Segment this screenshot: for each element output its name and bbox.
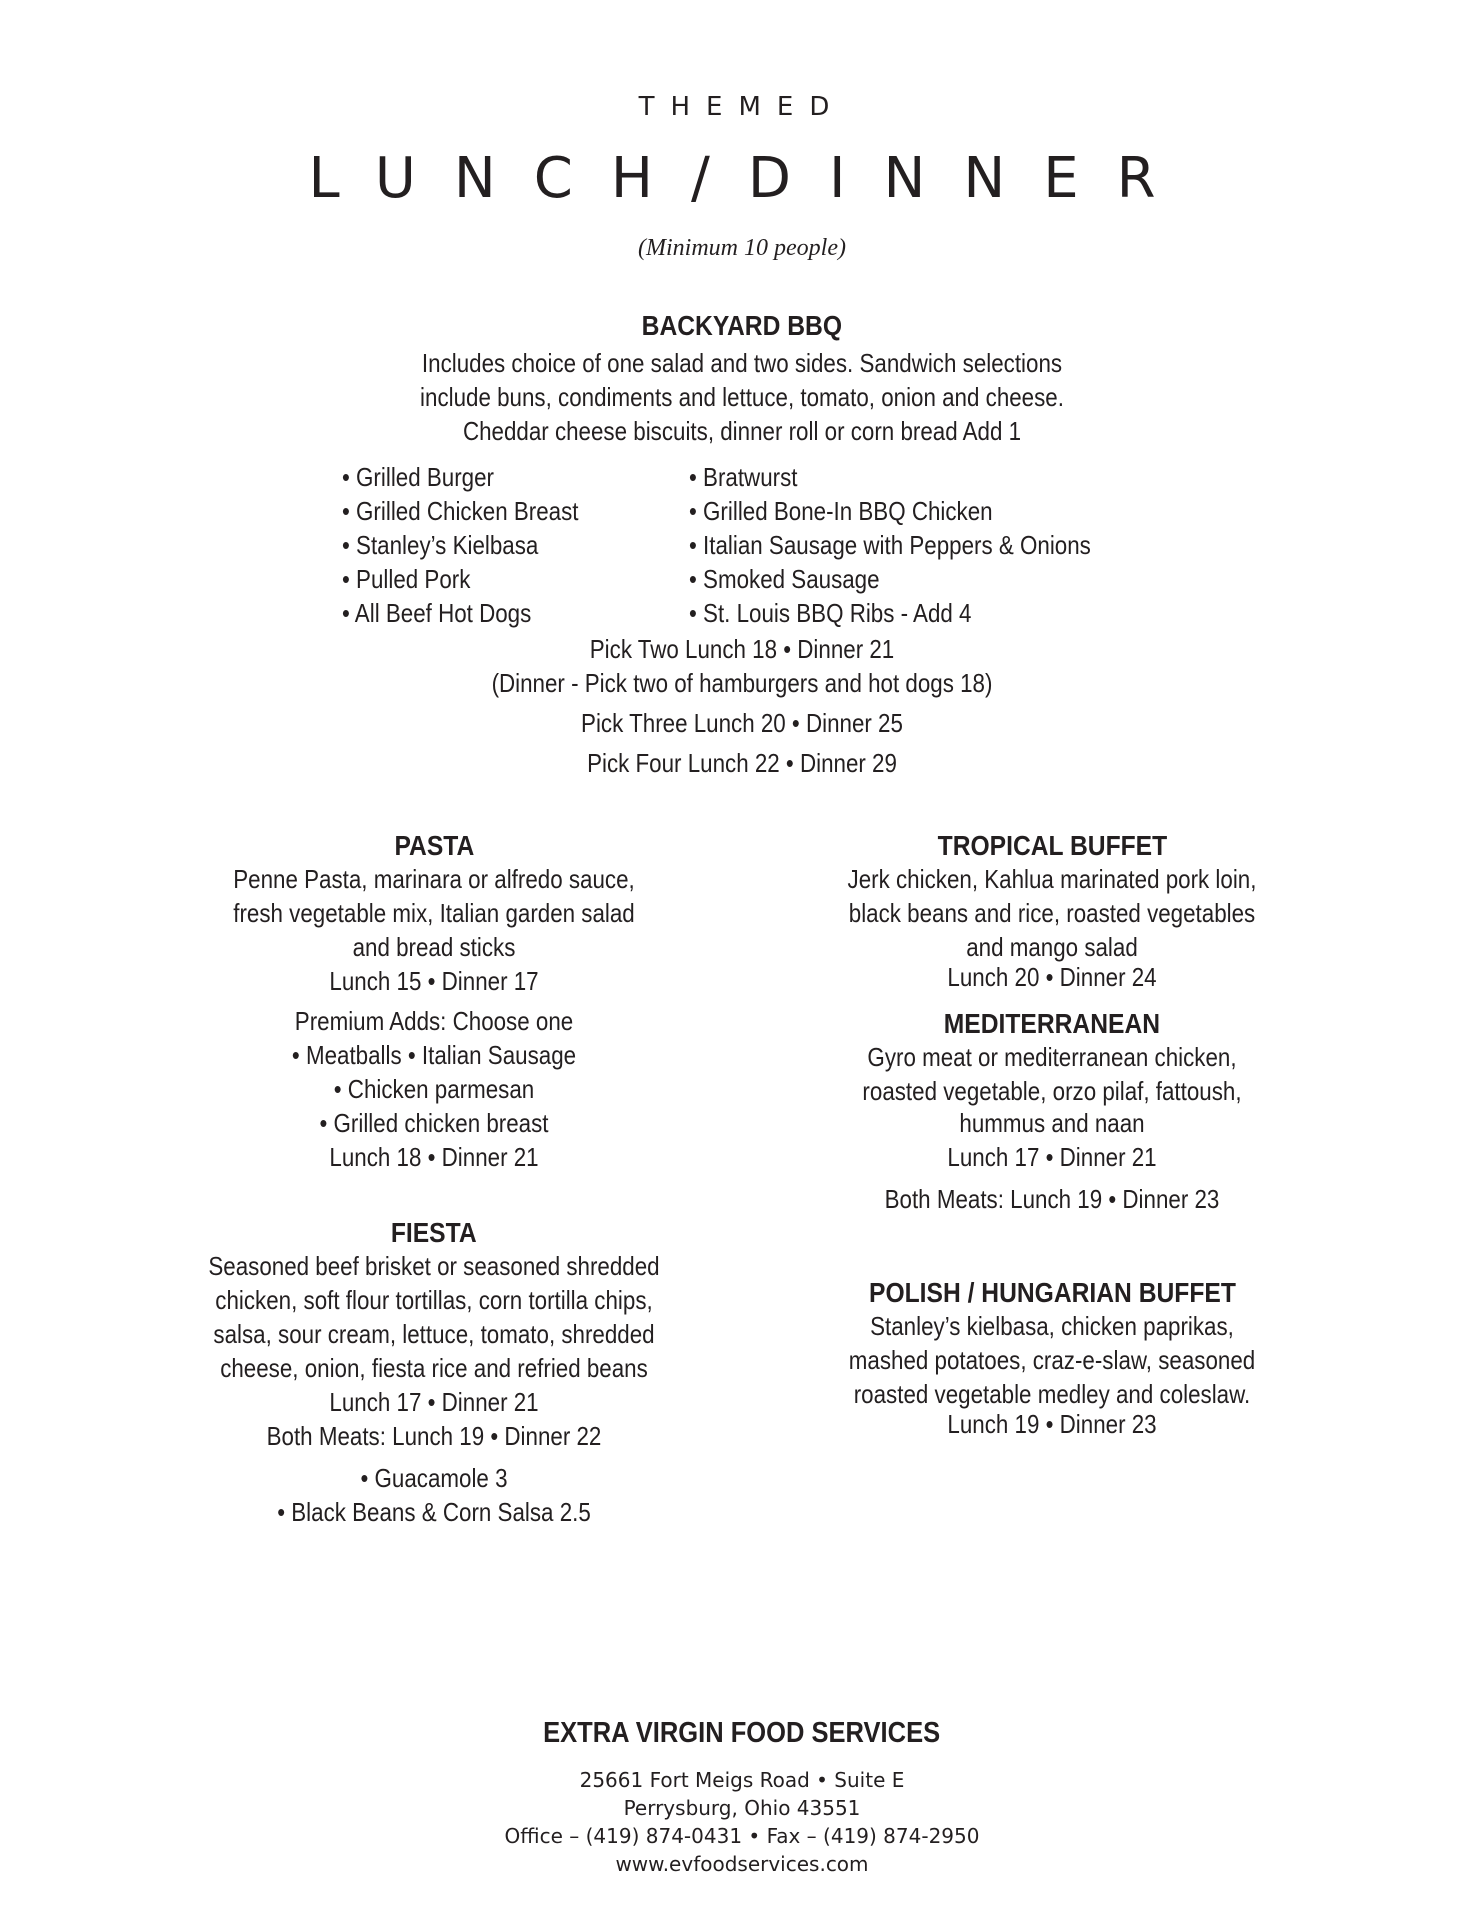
footer xyxy=(0,1717,1484,1878)
pasta-desc-line: fresh vegetable mix, Italian garden salad xyxy=(233,898,635,928)
bbq-option: • Smoked Sausage xyxy=(689,564,880,594)
bbq-option: • St. Louis BBQ Ribs - Add 4 xyxy=(689,598,972,628)
fiesta-section xyxy=(154,1217,714,1529)
fiesta-desc-line: cheese, onion, fiesta rice and refried beans xyxy=(220,1353,648,1383)
bbq-desc-line: include buns, condiments and lettuce, tomato, onion and cheese. xyxy=(420,382,1064,412)
address-line-1: 25661 Fort Meigs Road • Suite E xyxy=(579,1768,905,1792)
bbq-price-line: Pick Four Lunch 22 • Dinner 29 xyxy=(587,748,897,778)
tropical-desc-line: and mango salad xyxy=(966,932,1138,962)
pasta-section xyxy=(154,830,714,1174)
polish-desc-line: mashed potatoes, craz-e-slaw, seasoned xyxy=(848,1345,1256,1375)
website-link[interactable]: www.evfoodservices.com xyxy=(615,1852,869,1876)
pasta-heading: PASTA xyxy=(394,830,474,861)
phone-fax: Office – (419) 874-0431 • Fax – (419) 874-2950 xyxy=(504,1824,980,1848)
bbq-option: • Grilled Burger xyxy=(342,462,494,492)
fiesta-add-line: • Black Beans & Corn Salsa 2.5 xyxy=(277,1497,591,1527)
tropical-heading: TROPICAL BUFFET xyxy=(937,830,1167,861)
fiesta-heading: FIESTA xyxy=(391,1217,477,1248)
bbq-price-line: Pick Three Lunch 20 • Dinner 25 xyxy=(581,708,903,738)
bbq-option: • Pulled Pork xyxy=(342,564,471,594)
fiesta-desc-line: salsa, sour cream, lettuce, tomato, shredded xyxy=(213,1319,655,1349)
bbq-options-right xyxy=(689,460,1156,630)
fiesta-desc-line: Seasoned beef brisket or seasoned shredded xyxy=(208,1251,660,1281)
fiesta-description xyxy=(193,1249,675,1453)
bbq-heading: BACKYARD BBQ xyxy=(641,310,843,341)
mediterranean-description xyxy=(811,1040,1293,1216)
pasta-add-line: • Grilled chicken breast xyxy=(319,1108,549,1138)
pasta-add-price: Lunch 18 • Dinner 21 xyxy=(329,1142,539,1172)
pasta-add-line: • Meatballs • Italian Sausage xyxy=(291,1040,577,1070)
fiesta-price: Lunch 17 • Dinner 21 xyxy=(329,1387,539,1417)
bbq-description xyxy=(104,346,1380,448)
fiesta-adds xyxy=(193,1461,675,1529)
mediterranean-both-price: Both Meats: Lunch 19 • Dinner 23 xyxy=(884,1184,1220,1214)
tropical-description xyxy=(811,862,1293,994)
bbq-option: • Grilled Chicken Breast xyxy=(342,496,579,526)
bbq-price-line: Pick Two Lunch 18 • Dinner 21 xyxy=(589,634,895,664)
pasta-description xyxy=(193,862,675,998)
polish-desc-line: roasted vegetable medley and coleslaw. xyxy=(853,1379,1251,1409)
tropical-desc-line: Jerk chicken, Kahlua marinated pork loin, xyxy=(847,864,1257,894)
mediterranean-desc-line: Gyro meat or mediterranean chicken, xyxy=(867,1042,1237,1072)
bbq-desc-line: Cheddar cheese biscuits, dinner roll or corn bread Add 1 xyxy=(462,416,1022,446)
contact-info xyxy=(0,1766,1484,1878)
themed-label: THEMED xyxy=(638,92,846,122)
fiesta-both-price: Both Meats: Lunch 19 • Dinner 22 xyxy=(266,1421,602,1451)
mediterranean-price: Lunch 17 • Dinner 21 xyxy=(947,1142,1157,1172)
polish-description xyxy=(811,1309,1293,1441)
mediterranean-section xyxy=(772,1008,1332,1216)
tropical-desc-line: black beans and rice, roasted vegetables xyxy=(848,898,1256,928)
pasta-add-line: Premium Adds: Choose one xyxy=(294,1006,574,1036)
bbq-desc-line: Includes choice of one salad and two sides. Sandwich selections xyxy=(421,348,1063,378)
mediterranean-desc-line: hummus and naan xyxy=(959,1108,1145,1138)
bbq-option: • Bratwurst xyxy=(689,462,798,492)
mediterranean-desc-line: roasted vegetable, orzo pilaf, fattoush, xyxy=(862,1076,1242,1106)
bbq-pricing xyxy=(0,632,1484,780)
polish-heading: POLISH / HUNGARIAN BUFFET xyxy=(868,1277,1236,1308)
bbq-option: • Grilled Bone-In BBQ Chicken xyxy=(689,496,993,526)
bbq-price-line: (Dinner - Pick two of hamburgers and hot dogs 18) xyxy=(491,668,993,698)
pasta-desc-line: and bread sticks xyxy=(352,932,516,962)
bbq-options-left xyxy=(342,460,617,630)
mediterranean-heading: MEDITERRANEAN xyxy=(943,1008,1161,1039)
bbq-pricing-text xyxy=(104,632,1380,780)
minimum-note: (Minimum 10 people) xyxy=(638,235,846,261)
pasta-adds xyxy=(193,1004,675,1174)
polish-price: Lunch 19 • Dinner 23 xyxy=(947,1409,1157,1439)
pasta-desc-line: Penne Pasta, marinara or alfredo sauce, xyxy=(233,864,635,894)
fiesta-desc-line: chicken, soft flour tortillas, corn tortilla chips, xyxy=(215,1285,653,1315)
address-line-2: Perrysburg, Ohio 43551 xyxy=(623,1796,861,1820)
page-title: LUNCH/DINNER xyxy=(308,146,1194,211)
tropical-price: Lunch 20 • Dinner 24 xyxy=(947,962,1157,992)
bbq-option: • Italian Sausage with Peppers & Onions xyxy=(689,530,1091,560)
pasta-price: Lunch 15 • Dinner 17 xyxy=(329,966,539,996)
bbq-option: • All Beef Hot Dogs xyxy=(342,598,532,628)
fiesta-add-line: • Guacamole 3 xyxy=(360,1463,508,1493)
company-name: EXTRA VIRGIN FOOD SERVICES xyxy=(543,1717,941,1749)
pasta-add-line: • Chicken parmesan xyxy=(333,1074,535,1104)
polish-section xyxy=(772,1277,1332,1441)
bbq-option: • Stanley’s Kielbasa xyxy=(342,530,539,560)
polish-desc-line: Stanley’s kielbasa, chicken paprikas, xyxy=(870,1311,1234,1341)
tropical-section xyxy=(772,830,1332,994)
bbq-section xyxy=(0,310,1484,448)
